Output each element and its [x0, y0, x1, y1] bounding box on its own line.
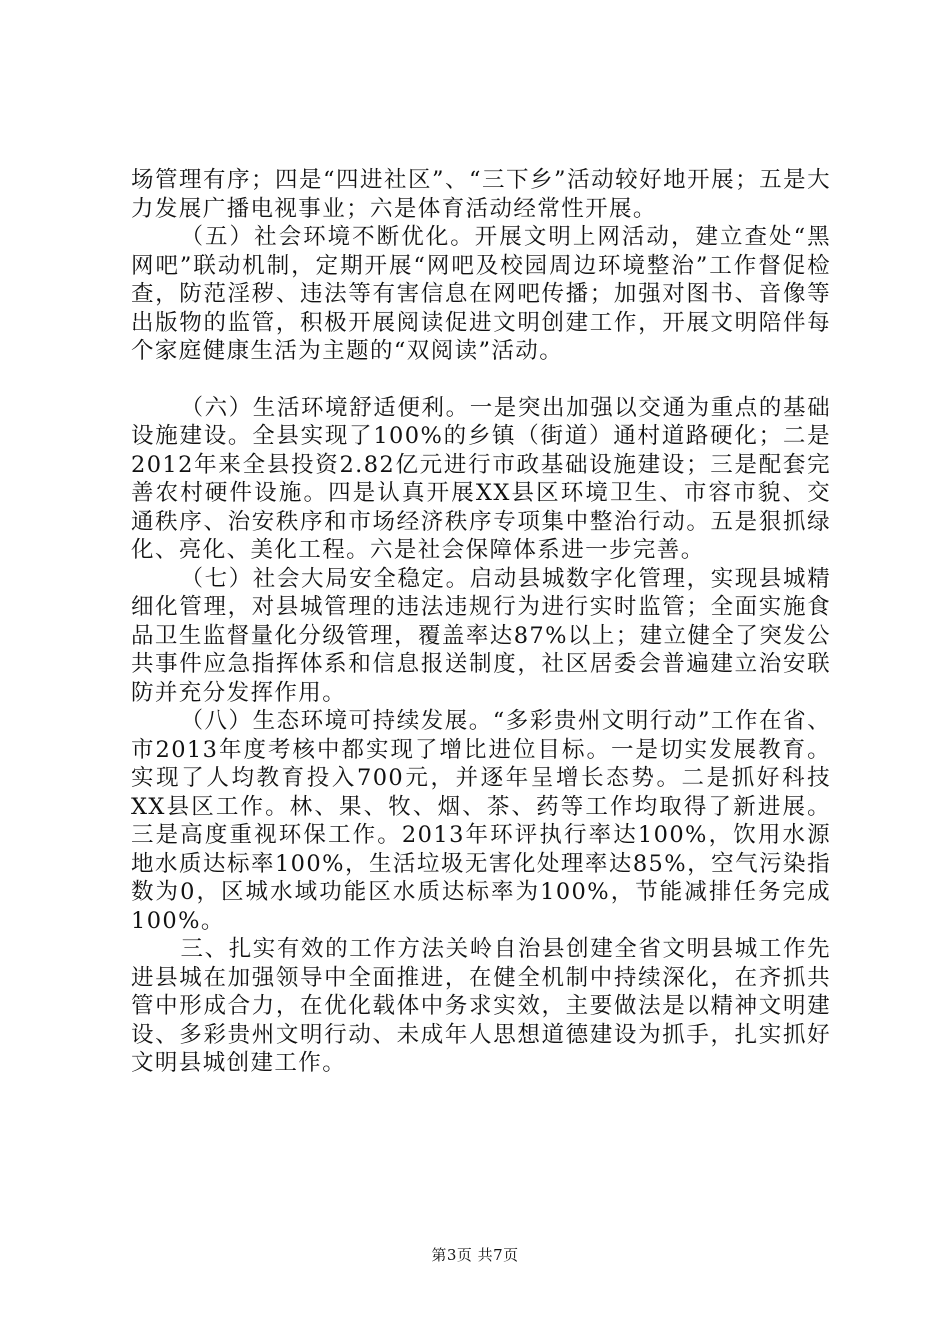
paragraph-work-methods: 三、扎实有效的工作方法关岭自治县创建全省文明县城工作先进县城在加强领导中全面推进，在健全机制中持续深化，在齐抓共管中形成合力，在优化载体中务求实效，主要做法是以精神文明建设、多彩贵州文明行动、未成年人思想道德建设为抓手，扎实抓好文明县城创建工作。: [131, 936, 831, 1076]
document-body: [131, 166, 831, 1078]
paragraph-ecological-environment: （八）生态环境可持续发展。“多彩贵州文明行动”工作在省、市2013年度考核中都实现了增比进位目标。一是切实发展教育。实现了人均教育投入700元，并逐年呈增长态势。二是抓好科技XX县区工作。林、果、牧、烟、茶、药等工作均取得了新进展。三是高度重视环保工作。2013年环评执行率达100%，饮用水源地水质达标率100%，生活垃圾无害化处理率达85%，空气污染指数为0，区城水域功能区水质达标率为100%，节能减排任务完成100%。: [131, 708, 831, 934]
paragraph-living-environment: （六）生活环境舒适便利。一是突出加强以交通为重点的基础设施建设。全县实现了100%的乡镇（街道）通村道路硬化；二是2012年来全县投资2.82亿元进行市政基础设施建设；三是配套完善农村硬件设施。四是认真开展XX县区环境卫生、市容市貌、交通秩序、治安秩序和市场经济秩序专项集中整治行动。五是狠抓绿化、亮化、美化工程。六是社会保障体系进一步完善。: [131, 394, 831, 563]
paragraph-social-stability: （七）社会大局安全稳定。启动县城数字化管理，实现县城精细化管理，对县城管理的违法违规行为进行实时监管；全面实施食品卫生监督量化分级管理，覆盖率达87%以上；建立健全了突发公共事件应急指挥体系和信息报送制度，社区居委会普遍建立治安联防并充分发挥作用。: [131, 565, 831, 706]
paragraph-continuation: 场管理有序；四是“四进社区”、“三下乡”活动较好地开展；五是大力发展广播电视事业；六是体育活动经常性开展。: [131, 167, 831, 222]
page-number-footer: 第3页 共7页: [431, 1246, 519, 1264]
paragraph-social-environment: （五）社会环境不断优化。开展文明上网活动，建立查处“黑网吧”联动机制，定期开展“网吧及校园周边环境整治”工作督促检查，防范淫秽、违法等有害信息在网吧传播；加强对图书、音像等出版物的监管，积极开展阅读促进文明创建工作，开展文明陪伴每个家庭健康生活为主题的“双阅读”活动。: [131, 224, 831, 364]
